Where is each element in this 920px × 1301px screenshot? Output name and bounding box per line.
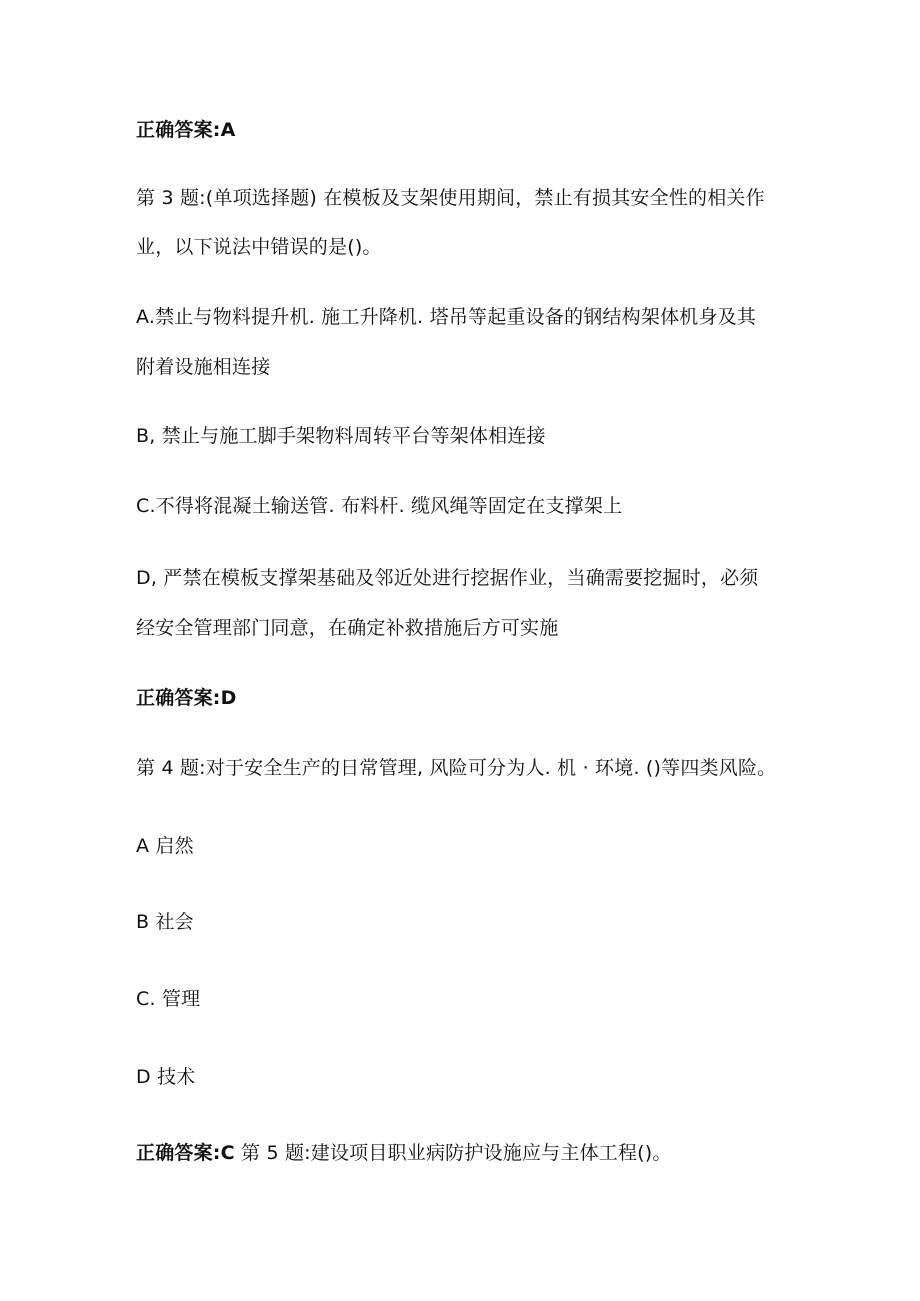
q3-option-a-line2: 附着设施相连接 (136, 356, 271, 378)
answer-q4: 正确答案:C (136, 1142, 235, 1164)
q3-stem-line1: 第 3 题:(单项选择题) 在模板及支架使用期间，禁止有损其安全性的相关作 (136, 187, 765, 209)
q4-option-a: A 启然 (136, 835, 194, 857)
q4-option-b: B 社会 (136, 911, 194, 933)
q4-stem: 第 4 题:对于安全生产的日常管理, 风险可分为人. 机 · 环境. ()等四类风险。 (136, 757, 777, 779)
answer-q2: 正确答案:A (136, 119, 236, 141)
q3-option-d-line2: 经安全管理部门同意，在确定补救措施后方可实施 (136, 617, 559, 639)
q3-option-d-line1: D, 严禁在模板支撑架基础及邻近处进行挖据作业，当确需要挖掘时，必须 (136, 567, 759, 589)
q3-stem-line2: 业，以下说法中错误的是()。 (136, 236, 382, 258)
q5-stem: 第 5 题:建设项目职业病防护设施应与主体工程()。 (241, 1142, 672, 1164)
q3-option-a-line1: A.禁止与物料提升机. 施工升降机. 塔吊等起重设备的钢结构架体机身及其 (136, 306, 757, 328)
q4-option-d: D 技术 (136, 1066, 196, 1088)
q3-option-c: C.不得将混凝土输送管. 布料杆. 缆风绳等固定在支撑架上 (136, 495, 623, 517)
answer-q3: 正确答案:D (136, 687, 237, 709)
q4-option-c: C. 管理 (136, 988, 201, 1010)
answer-q4-and-q5 (136, 1140, 796, 1166)
q3-option-b: B, 禁止与施工脚手架物料周转平台等架体相连接 (136, 425, 546, 447)
